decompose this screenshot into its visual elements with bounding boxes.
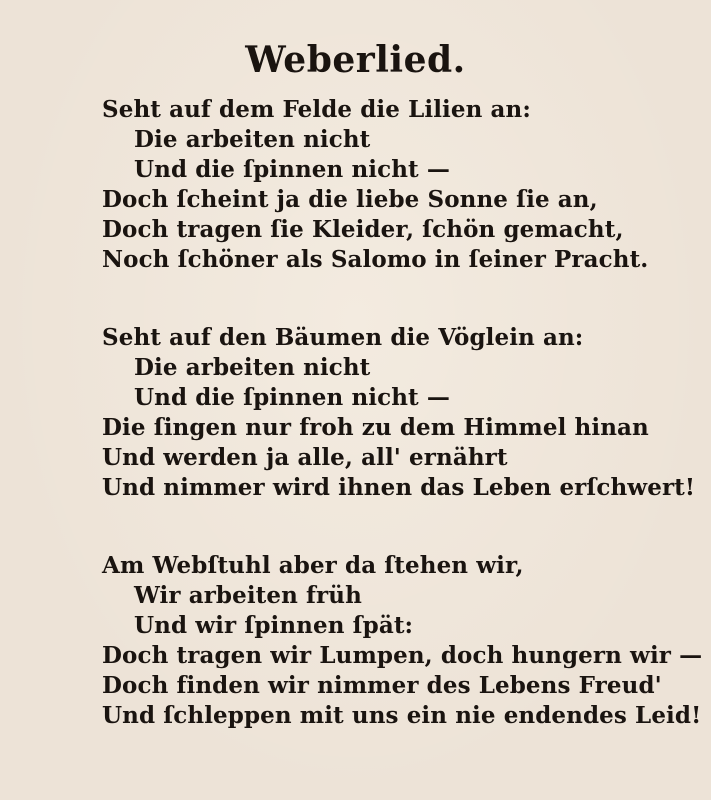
poem-line: Noch ſchöner als Salomo in ſeiner Pracht.	[102, 246, 649, 273]
poem-line: Doch ſcheint ja die liebe Sonne ſie an,	[102, 186, 598, 213]
poem-line: Und die ſpinnen nicht —	[134, 384, 450, 411]
poem-line: Seht auf den Bäumen die Vöglein an:	[102, 324, 584, 351]
poem-title: Weberlied.	[245, 39, 466, 81]
stanza-3	[102, 551, 703, 731]
poem-line: Die ſingen nur froh zu dem Himmel hinan	[102, 414, 649, 441]
poem-line: Die arbeiten nicht	[134, 126, 371, 153]
poem-line: Und die ſpinnen nicht —	[134, 156, 450, 183]
poem-line: Doch tragen wir Lumpen, doch hungern wir —	[102, 642, 703, 669]
poem-line: Und ſchleppen mit uns ein nie endendes Leid!	[102, 702, 702, 729]
poem-line: Wir arbeiten früh	[134, 582, 362, 609]
poem-line: Seht auf dem Felde die Lilien an:	[102, 96, 531, 123]
poem-line: Die arbeiten nicht	[134, 354, 371, 381]
poem-line: Doch tragen ſie Kleider, ſchön gemacht,	[102, 216, 624, 243]
poem-line: Am Webſtuhl aber da ſtehen wir,	[102, 552, 524, 579]
poem-line: Und wir ſpinnen ſpät:	[134, 612, 414, 639]
stanza-1	[102, 95, 692, 275]
poem-line: Und nimmer wird ihnen das Leben erſchwert!	[102, 474, 696, 501]
stanza-2	[102, 323, 696, 503]
poem-line: Und werden ja alle, all' ernährt	[102, 444, 508, 471]
poem-line: Doch finden wir nimmer des Lebens Freud'	[102, 672, 662, 699]
poem-body	[102, 95, 703, 779]
